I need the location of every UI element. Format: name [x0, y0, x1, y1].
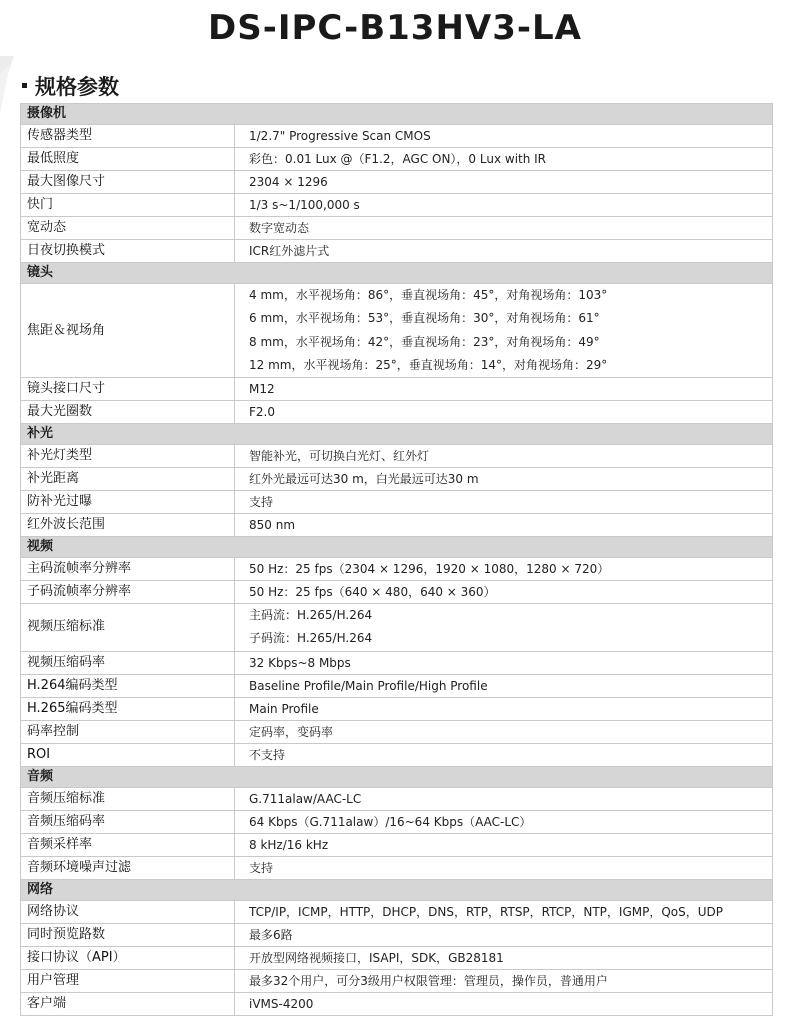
spec-section-title-text: 规格参数 [35, 75, 119, 99]
value-line: 主码流：H.265/H.264 [249, 608, 373, 622]
row-label: 红外波长范围 [21, 514, 235, 537]
row-label: 补光灯类型 [21, 445, 235, 468]
table-row [21, 946, 773, 969]
table-row [21, 194, 773, 217]
table-row [21, 651, 773, 674]
table-row [21, 378, 773, 401]
value-line: 4 mm，水平视场角：86°，垂直视场角：45°，对角视场角：103° [249, 288, 608, 302]
row-label: 最大光圈数 [21, 401, 235, 424]
row-label: 接口协议（API） [21, 946, 235, 969]
table-row [21, 697, 773, 720]
group-heading: 摄像机 [21, 104, 773, 125]
row-label: 码率控制 [21, 720, 235, 743]
row-value: 智能补光，可切换白光灯、红外灯 [235, 445, 773, 468]
group-heading: 镜头 [21, 263, 773, 284]
table-row [21, 125, 773, 148]
row-value: 50 Hz：25 fps（2304 × 1296，1920 × 1080，1280 × 720） [235, 558, 773, 581]
row-value: 开放型网络视频接口，ISAPI，SDK，GB28181 [235, 946, 773, 969]
group-header-audio [21, 766, 773, 787]
group-header-lens [21, 263, 773, 284]
row-label: ROI [21, 743, 235, 766]
table-row [21, 240, 773, 263]
table-row [21, 401, 773, 424]
table-row [21, 217, 773, 240]
row-value: F2.0 [235, 401, 773, 424]
row-value: 彩色：0.01 Lux @（F1.2，AGC ON），0 Lux with IR [235, 148, 773, 171]
row-label: 视频压缩码率 [21, 651, 235, 674]
table-row [21, 148, 773, 171]
table-row [21, 581, 773, 604]
row-label: 镜头接口尺寸 [21, 378, 235, 401]
table-row [21, 900, 773, 923]
row-label: 用户管理 [21, 969, 235, 992]
row-value: iVMS-4200 [235, 992, 773, 1015]
row-value: 最多32个用户，可分3级用户权限管理：管理员，操作员，普通用户 [235, 969, 773, 992]
row-label: 音频压缩标准 [21, 787, 235, 810]
spec-table [20, 103, 773, 1016]
bullet-icon [22, 83, 27, 88]
table-row-focal [21, 284, 773, 378]
row-value: 支持 [235, 491, 773, 514]
row-label: 日夜切换模式 [21, 240, 235, 263]
row-value: 1/2.7" Progressive Scan CMOS [235, 125, 773, 148]
group-heading: 音频 [21, 766, 773, 787]
decorative-stripes-icon [0, 56, 22, 116]
value-line: 8 mm，水平视场角：42°，垂直视场角：23°，对角视场角：49° [249, 334, 600, 349]
table-row [21, 491, 773, 514]
row-value: M12 [235, 378, 773, 401]
row-label: 客户端 [21, 992, 235, 1015]
row-value: 50 Hz：25 fps（640 × 480，640 × 360） [235, 581, 773, 604]
value-line: 6 mm，水平视场角：53°，垂直视场角：30°，对角视场角：61° [249, 311, 600, 326]
table-row [21, 674, 773, 697]
row-label: H.265编码类型 [21, 697, 235, 720]
row-value: 最多6路 [235, 923, 773, 946]
row-value: 32 Kbps~8 Mbps [235, 651, 773, 674]
table-row [21, 856, 773, 879]
row-label: 音频环境噪声过滤 [21, 856, 235, 879]
row-value: 数字宽动态 [235, 217, 773, 240]
row-label: 补光距离 [21, 468, 235, 491]
table-row [21, 720, 773, 743]
row-value-multiline [235, 604, 773, 652]
row-value: 1/3 s~1/100,000 s [235, 194, 773, 217]
row-label: 传感器类型 [21, 125, 235, 148]
row-value: 不支持 [235, 743, 773, 766]
value-line: 12 mm，水平视场角：25°，垂直视场角：14°，对角视场角：29° [249, 357, 608, 372]
row-value: TCP/IP，ICMP，HTTP，DHCP，DNS，RTP，RTSP，RTCP，NTP，IGMP，QoS，UDP [235, 900, 773, 923]
group-header-video [21, 537, 773, 558]
row-label: 主码流帧率分辨率 [21, 558, 235, 581]
row-label: 音频采样率 [21, 833, 235, 856]
row-label: 网络协议 [21, 900, 235, 923]
group-header-fill-light [21, 424, 773, 445]
group-heading: 补光 [21, 424, 773, 445]
row-label: 同时预览路数 [21, 923, 235, 946]
row-value: 850 nm [235, 514, 773, 537]
row-label: 音频压缩码率 [21, 810, 235, 833]
value-line: 子码流：H.265/H.264 [249, 631, 373, 646]
row-value: G.711alaw/AAC-LC [235, 787, 773, 810]
row-value: 定码率，变码率 [235, 720, 773, 743]
row-label: 视频压缩标准 [21, 604, 235, 652]
row-label: 最大图像尺寸 [21, 171, 235, 194]
spec-section-title [22, 72, 119, 102]
row-value: ICR红外滤片式 [235, 240, 773, 263]
row-label: 快门 [21, 194, 235, 217]
table-row [21, 810, 773, 833]
group-heading: 网络 [21, 879, 773, 900]
row-value: Baseline Profile/Main Profile/High Profile [235, 674, 773, 697]
row-value: Main Profile [235, 697, 773, 720]
table-row [21, 833, 773, 856]
group-header-network [21, 879, 773, 900]
row-label: 焦距＆视场角 [21, 284, 235, 378]
row-label: 防补光过曝 [21, 491, 235, 514]
table-row [21, 992, 773, 1015]
table-row [21, 923, 773, 946]
table-row [21, 171, 773, 194]
page-title: DS-IPC-B13HV3-LA [208, 8, 582, 48]
row-value: 红外光最远可达30 m，白光最远可达30 m [235, 468, 773, 491]
row-label: 最低照度 [21, 148, 235, 171]
row-value: 支持 [235, 856, 773, 879]
row-value: 64 Kbps（G.711alaw）/16~64 Kbps（AAC-LC） [235, 810, 773, 833]
table-row [21, 514, 773, 537]
group-heading: 视频 [21, 537, 773, 558]
table-row-compression [21, 604, 773, 652]
table-row [21, 468, 773, 491]
row-value-multiline [235, 284, 773, 378]
row-label: 子码流帧率分辨率 [21, 581, 235, 604]
table-row [21, 787, 773, 810]
table-row [21, 743, 773, 766]
row-label: 宽动态 [21, 217, 235, 240]
group-header-camera [21, 104, 773, 125]
table-row [21, 558, 773, 581]
row-value: 8 kHz/16 kHz [235, 833, 773, 856]
row-label: H.264编码类型 [21, 674, 235, 697]
table-row [21, 445, 773, 468]
row-value: 2304 × 1296 [235, 171, 773, 194]
table-row [21, 969, 773, 992]
